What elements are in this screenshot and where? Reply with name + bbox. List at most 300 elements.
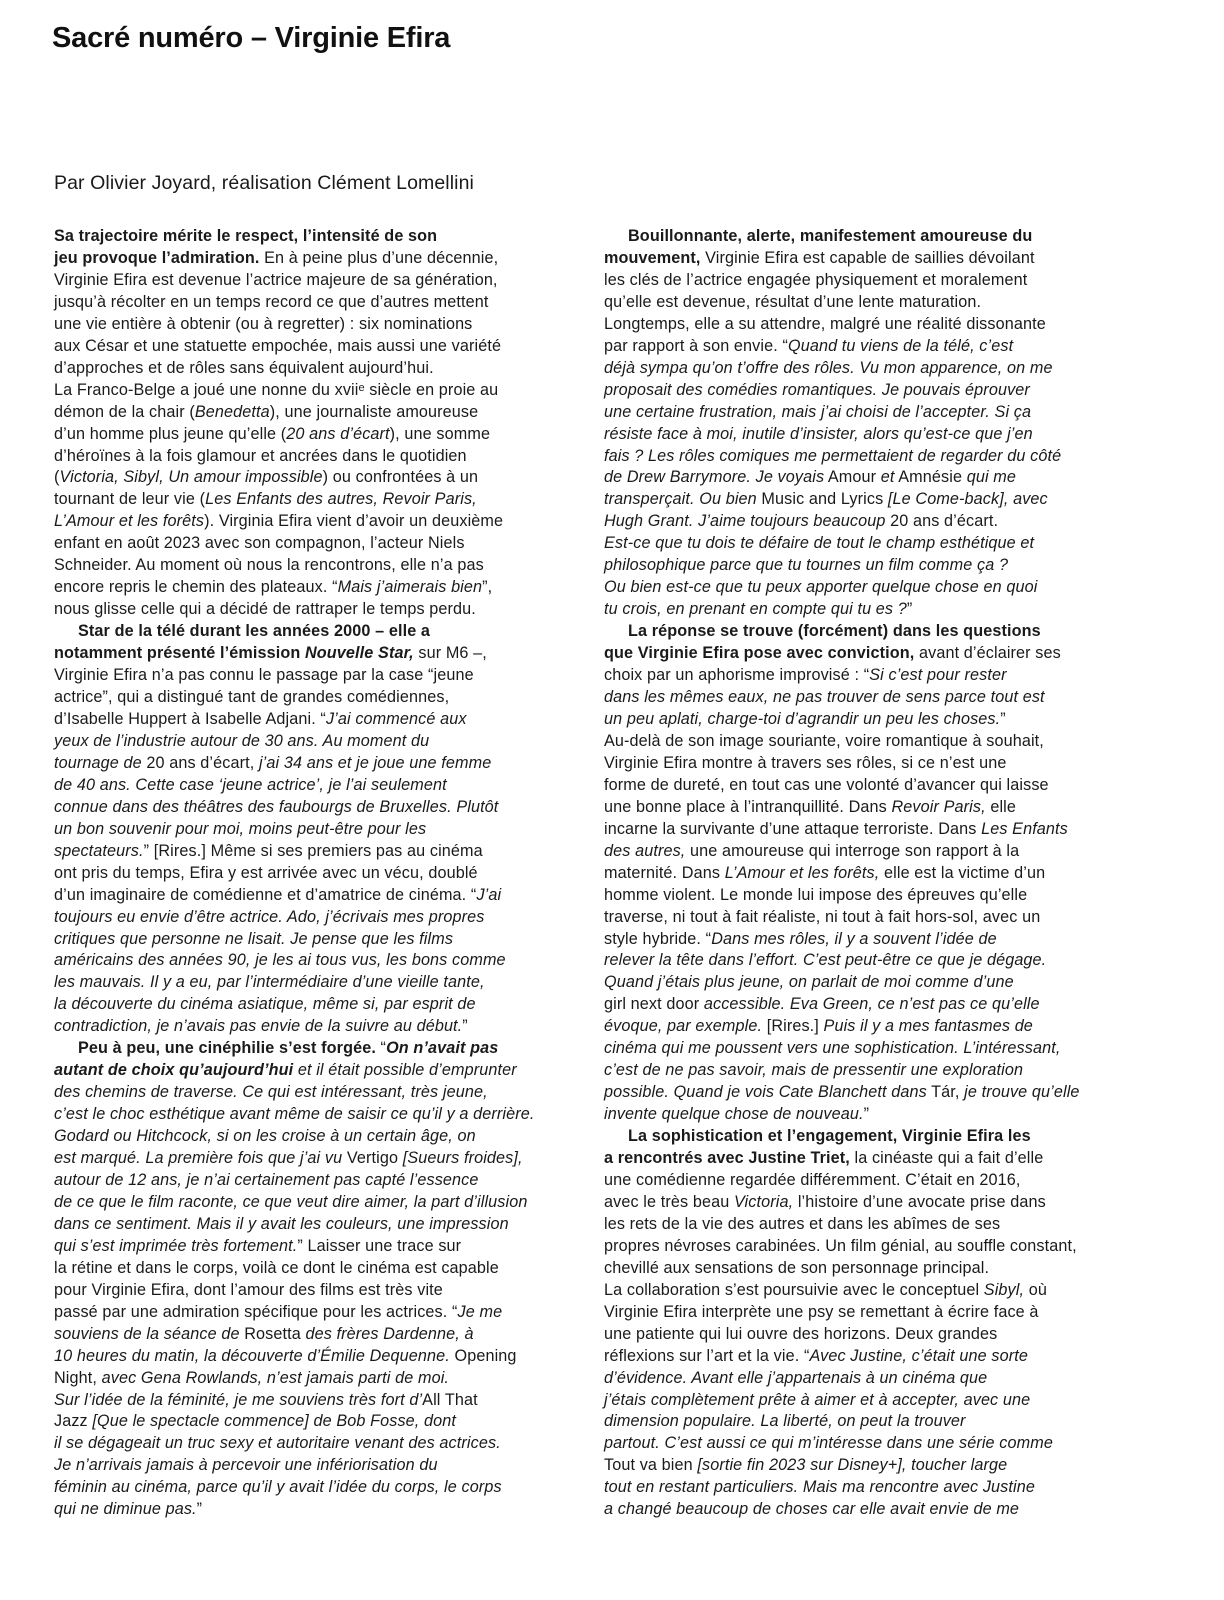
text-run: mouvement, bbox=[604, 248, 701, 267]
text-line bbox=[604, 1258, 1114, 1280]
text-line bbox=[54, 819, 564, 841]
text-line bbox=[604, 292, 1114, 314]
text-run: de 40 ans. Cette case ‘jeune actrice’, je l’ai seulement bbox=[54, 775, 447, 794]
text-run: L’Amour et les forêts bbox=[54, 512, 205, 531]
text-run: relever la tête dans l’effort. C’est peut-être ce que je dégage. bbox=[604, 951, 1047, 970]
text-line bbox=[54, 1433, 564, 1455]
text-run: Les Enfants bbox=[981, 819, 1068, 838]
text-run: Vertigo bbox=[342, 1149, 403, 1168]
text-run: j’ai 34 ans et je joue une femme bbox=[258, 753, 492, 772]
text-run: Amnésie bbox=[894, 468, 967, 487]
text-run: l’histoire d’une avocate prise dans bbox=[793, 1192, 1046, 1211]
text-line bbox=[604, 1411, 1114, 1433]
text-run: 20 ans d’écart. bbox=[885, 512, 999, 531]
text-run: La collaboration s’est poursuivie avec le conceptuel bbox=[604, 1280, 984, 1299]
text-line bbox=[54, 1258, 564, 1280]
text-line bbox=[54, 1302, 564, 1324]
text-run: invente quelque chose de nouveau. bbox=[604, 1105, 864, 1124]
text-run: Benedetta bbox=[194, 402, 270, 421]
text-run: des autres, bbox=[604, 841, 686, 860]
text-line bbox=[54, 1455, 564, 1477]
text-run: Music and Lyrics bbox=[756, 490, 888, 509]
text-line bbox=[54, 555, 564, 577]
text-run: girl next door bbox=[604, 995, 704, 1014]
text-run: Virginie Efira n’a pas connu le passage par la case “jeune bbox=[54, 666, 474, 685]
text-run: une comédienne regardée différemment. C’était en 2016, bbox=[604, 1170, 1021, 1189]
text-line bbox=[604, 1126, 1114, 1148]
text-line bbox=[604, 819, 1114, 841]
text-run: dans ce sentiment. Mais il y avait les couleurs, une impression bbox=[54, 1214, 509, 1233]
text-run: Virginie Efira est devenue l’actrice majeure de sa génération, bbox=[54, 270, 498, 289]
text-run: All That bbox=[422, 1390, 478, 1409]
text-line bbox=[604, 402, 1114, 424]
text-line bbox=[604, 248, 1114, 270]
text-line bbox=[54, 1368, 564, 1390]
text-line bbox=[604, 885, 1114, 907]
text-run: Rosetta bbox=[239, 1324, 306, 1343]
text-line bbox=[604, 1455, 1114, 1477]
text-line bbox=[604, 336, 1114, 358]
text-run: passé par une admiration spécifique pour les actrices. “ bbox=[54, 1302, 458, 1321]
text-run: je trouve qu’elle bbox=[964, 1083, 1080, 1102]
text-run: encore repris le chemin des plateaux. “ bbox=[54, 578, 338, 597]
text-run: style hybride. “ bbox=[604, 929, 712, 948]
article-title: Sacré numéro – Virginie Efira bbox=[52, 22, 451, 54]
text-run: Sa trajectoire mérite le respect, l’intensité de son bbox=[54, 227, 438, 245]
text-run: dans les mêmes eaux, ne pas trouver de sens parce tout est bbox=[604, 688, 1045, 707]
text-run: jeu provoque l’admiration. bbox=[54, 248, 260, 267]
text-run: connue dans des théâtres des faubourgs de Bruxelles. Plutôt bbox=[54, 797, 499, 816]
text-run: Sibyl, bbox=[983, 1280, 1025, 1299]
text-run: Je n’arrivais jamais à percevoir une infériorisation du bbox=[54, 1456, 438, 1475]
text-line bbox=[54, 336, 564, 358]
text-line bbox=[54, 775, 564, 797]
text-run: résiste face à moi, inutile d’insister, alors qu’est-ce que j’en bbox=[604, 424, 1033, 443]
text-line bbox=[604, 1038, 1114, 1060]
text-run: contradiction, je n’avais pas envie de la suivre au début. bbox=[54, 1017, 463, 1036]
text-line bbox=[604, 1082, 1114, 1104]
text-line bbox=[604, 1016, 1114, 1038]
text-line bbox=[54, 248, 564, 270]
text-run: Longtemps, elle a su attendre, malgré une réalité dissonante bbox=[604, 314, 1046, 333]
text-run: pour Virginie Efira, dont l’amour des films est très vite bbox=[54, 1280, 443, 1299]
text-run: ( bbox=[54, 468, 60, 487]
text-run: Avec Justine, c’était une sorte bbox=[809, 1346, 1028, 1365]
text-run: critiques que personne ne lisait. Je pense que les films bbox=[54, 929, 454, 948]
text-run: On n’avait pas bbox=[386, 1039, 499, 1058]
text-run: autant de choix qu’aujourd’hui bbox=[54, 1061, 294, 1080]
text-line bbox=[604, 599, 1114, 621]
text-run: d’héroïnes à la fois glamour et ancrées dans le quotidien bbox=[54, 446, 467, 465]
text-run: un bon souvenir pour moi, moins peut-être pour les bbox=[54, 819, 427, 838]
text-line bbox=[54, 1082, 564, 1104]
text-line bbox=[604, 1104, 1114, 1126]
text-run: où bbox=[1024, 1280, 1047, 1299]
text-run: qu’elle est devenue, résultat d’une lente maturation. bbox=[604, 292, 982, 311]
text-line bbox=[54, 489, 564, 511]
text-run: maternité. Dans bbox=[604, 863, 725, 882]
text-run: la cinéaste qui a fait d’elle bbox=[849, 1149, 1044, 1168]
text-run: [Sueurs froides], bbox=[402, 1149, 523, 1168]
text-line bbox=[54, 665, 564, 687]
text-run: elle est la victime d’un bbox=[879, 863, 1046, 882]
text-line bbox=[604, 731, 1114, 753]
text-run: Virginie Efira est capable de saillies dévoilant bbox=[700, 248, 1035, 267]
text-line bbox=[54, 1038, 564, 1060]
text-run: 10 heures du matin, la découverte d’Émilie Dequenne. bbox=[54, 1346, 450, 1365]
text-line bbox=[54, 687, 564, 709]
text-run: réflexions sur l’art et la vie. “ bbox=[604, 1346, 810, 1365]
text-run: ont pris du temps, Efira y est arrivée avec un vécu, doublé bbox=[54, 863, 478, 882]
text-run: démon de la chair ( bbox=[54, 402, 195, 421]
text-run: J’ai commencé aux bbox=[325, 709, 467, 728]
text-run: c’est le choc esthétique avant même de saisir ce qu’il y a derrière. bbox=[54, 1105, 535, 1124]
text-run: Tár, bbox=[926, 1083, 965, 1102]
text-run: tout en restant particuliers. Mais ma rencontre avec Justine bbox=[604, 1478, 1035, 1497]
text-run: ” bbox=[462, 1017, 468, 1036]
text-run: ), une journaliste amoureuse bbox=[269, 402, 479, 421]
text-run: spectateurs. bbox=[54, 841, 144, 860]
text-line bbox=[604, 1236, 1114, 1258]
text-run: ” bbox=[196, 1500, 203, 1519]
text-run: des chemins de traverse. Ce qui est intéressant, très jeune, bbox=[54, 1083, 488, 1102]
text-line bbox=[54, 994, 564, 1016]
text-run: incarne la survivante d’une attaque terroriste. Dans bbox=[604, 819, 982, 838]
text-run: jusqu’à récolter en un temps record ce que d’autres mettent bbox=[54, 292, 489, 311]
text-run: Godard ou Hitchcock, si on les croise à un certain âge, on bbox=[54, 1127, 476, 1146]
text-run: chevillé aux sensations de son personnage principal. bbox=[604, 1258, 990, 1277]
text-line bbox=[54, 1477, 564, 1499]
text-run: En à peine plus d’une décennie, bbox=[259, 248, 499, 267]
text-run: “ bbox=[375, 1039, 387, 1058]
text-line bbox=[54, 1192, 564, 1214]
text-run: ” bbox=[1000, 709, 1006, 728]
text-run: Au-delà de son image souriante, voire romantique à souhait, bbox=[604, 731, 1044, 750]
text-line bbox=[604, 1324, 1114, 1346]
text-line bbox=[54, 1236, 564, 1258]
text-line bbox=[604, 665, 1114, 687]
text-line bbox=[54, 1148, 564, 1170]
text-line bbox=[604, 797, 1114, 819]
text-run: des frères Dardenne, à bbox=[305, 1324, 474, 1343]
text-run: une vie entière à obtenir (ou à regretter) : six nominations bbox=[54, 314, 473, 333]
text-line bbox=[54, 380, 564, 402]
text-line bbox=[54, 1214, 564, 1236]
text-run: homme violent. Le monde lui impose des épreuves qu’elle bbox=[604, 885, 1028, 904]
text-line bbox=[54, 424, 564, 446]
text-run: autour de 12 ans, je n’ai certainement pas capté l’essence bbox=[54, 1170, 479, 1189]
text-run: ), une somme bbox=[389, 424, 491, 443]
text-line bbox=[604, 841, 1114, 863]
text-run: Victoria, Sibyl, Un amour impossible bbox=[59, 468, 323, 487]
text-run: une bonne place à l’intranquillité. Dans bbox=[604, 797, 892, 816]
text-run: dimension populaire. La liberté, on peut la trouver bbox=[604, 1412, 966, 1431]
text-run: propres névroses carabinées. Un film génial, au souffle constant, bbox=[604, 1236, 1077, 1255]
text-run: américains des années 90, je les ai tous vus, les bons comme bbox=[54, 951, 506, 970]
text-line bbox=[54, 1104, 564, 1126]
text-line bbox=[604, 533, 1114, 555]
text-run: cinéma qui me poussent vers une sophistication. L’intéressant, bbox=[604, 1039, 1061, 1058]
text-run: accessible. Eva Green, ce n’est pas ce qu’elle bbox=[703, 995, 1040, 1014]
text-run: Revoir Paris, bbox=[891, 797, 986, 816]
text-line bbox=[604, 380, 1114, 402]
text-line bbox=[54, 599, 564, 621]
text-line bbox=[54, 1411, 564, 1433]
text-line bbox=[54, 1060, 564, 1082]
text-run: tournage de bbox=[54, 753, 142, 772]
text-line bbox=[54, 797, 564, 819]
text-run: Bouillonnante, alerte, manifestement amoureuse du bbox=[628, 227, 1033, 245]
text-line bbox=[604, 687, 1114, 709]
text-line bbox=[54, 226, 564, 248]
text-run: avec le très beau bbox=[604, 1192, 734, 1211]
text-run: [sortie fin 2023 sur Disney+], toucher large bbox=[697, 1456, 1008, 1475]
text-run: a changé beaucoup de choses car elle avait envie de me bbox=[604, 1500, 1020, 1519]
text-run: La Franco-Belge a joué une nonne du xviiᵉ siècle en proie au bbox=[54, 380, 499, 399]
text-line bbox=[604, 1280, 1114, 1302]
text-run: [Rires.] bbox=[762, 1017, 824, 1036]
text-line bbox=[604, 863, 1114, 885]
text-run: fais ? Les rôles comiques me permettaient de regarder du côté bbox=[604, 446, 1062, 465]
text-line bbox=[54, 1499, 564, 1521]
text-line bbox=[604, 226, 1114, 248]
text-run: déjà sympa qu’on t’offre des rôles. Vu mon apparence, on me bbox=[604, 358, 1053, 377]
text-run: [Que le spectacle commence] de Bob Fosse, dont bbox=[92, 1412, 457, 1431]
text-line bbox=[604, 907, 1114, 929]
text-run: une patiente qui lui ouvre des horizons. Deux grandes bbox=[604, 1324, 998, 1343]
left-text-column bbox=[54, 226, 564, 1521]
text-run: une certaine frustration, mais j’ai choisi de l’accepter. Si ça bbox=[604, 402, 1032, 421]
text-run: il se dégageait un truc sexy et autoritaire venant des actrices. bbox=[54, 1434, 501, 1453]
text-run: forme de dureté, en tout cas une volonté d’avancer qui laisse bbox=[604, 775, 1049, 794]
text-line bbox=[604, 1368, 1114, 1390]
text-line bbox=[54, 270, 564, 292]
text-run: c’est de ne pas savoir, mais de pressentir une exploration bbox=[604, 1061, 1024, 1080]
text-line bbox=[54, 1390, 564, 1412]
text-run: que Virginie Efira pose avec conviction, bbox=[604, 644, 915, 663]
text-run: ” bbox=[863, 1105, 870, 1124]
text-run: [Le Come-back], avec bbox=[887, 490, 1048, 509]
text-run: Virginie Efira montre à travers ses rôles, si ce n’est une bbox=[604, 753, 1007, 772]
text-run: Star de la télé durant les années 2000 – elle a bbox=[78, 622, 431, 641]
text-run: yeux de l’industrie autour de 30 ans. Au moment du bbox=[54, 731, 430, 750]
text-line bbox=[604, 1477, 1114, 1499]
text-run: La réponse se trouve (forcément) dans les questions bbox=[628, 622, 1041, 641]
text-line bbox=[604, 1192, 1114, 1214]
text-run: qui me bbox=[966, 468, 1017, 487]
text-run: Est-ce que tu dois te défaire de tout le champ esthétique et bbox=[604, 534, 1035, 553]
text-line bbox=[604, 1433, 1114, 1455]
text-run: Tout va bien bbox=[604, 1456, 698, 1475]
text-line bbox=[54, 621, 564, 643]
text-line bbox=[604, 555, 1114, 577]
text-run: Amour bbox=[824, 468, 881, 487]
text-line bbox=[54, 950, 564, 972]
text-run: Victoria, bbox=[733, 1192, 794, 1211]
text-line bbox=[604, 489, 1114, 511]
text-run: ) ou confrontées à un bbox=[322, 468, 479, 487]
text-run: ” [Rires.] Même si ses premiers pas au cinéma bbox=[143, 841, 483, 860]
text-line bbox=[54, 577, 564, 599]
article-byline: Par Olivier Joyard, réalisation Clément Lomellini bbox=[54, 172, 474, 194]
text-line bbox=[604, 1346, 1114, 1368]
text-line bbox=[54, 1170, 564, 1192]
text-run: ). Virginia Efira vient d’avoir un deuxième bbox=[204, 512, 504, 531]
text-line bbox=[604, 577, 1114, 599]
text-run: et bbox=[880, 468, 895, 487]
text-run: Je me bbox=[457, 1302, 503, 1321]
text-run: La sophistication et l’engagement, Virginie Efira les bbox=[628, 1127, 1031, 1146]
text-run: Quand tu viens de la télé, c’est bbox=[787, 336, 1014, 355]
text-line bbox=[54, 972, 564, 994]
text-line bbox=[54, 863, 564, 885]
text-line bbox=[604, 314, 1114, 336]
text-line bbox=[54, 358, 564, 380]
text-line bbox=[604, 950, 1114, 972]
text-run: d’évidence. Avant elle j’appartenais à un cinéma que bbox=[604, 1368, 988, 1387]
text-line bbox=[54, 402, 564, 424]
text-run: traverse, ni tout à fait réaliste, ni tout à fait hors-sol, avec un bbox=[604, 907, 1041, 926]
text-run: tu crois, en prenant en compte qui tu es ? bbox=[604, 600, 907, 619]
text-run: proposait des comédies romantiques. Je pouvais éprouver bbox=[604, 380, 1030, 399]
text-line bbox=[604, 1170, 1114, 1192]
text-run: d’un imaginaire de comédienne et d’amatrice de cinéma. “ bbox=[54, 885, 477, 904]
text-line bbox=[54, 929, 564, 951]
text-line bbox=[54, 1280, 564, 1302]
text-line bbox=[604, 1060, 1114, 1082]
text-run: tournant de leur vie ( bbox=[54, 490, 206, 509]
text-line bbox=[604, 972, 1114, 994]
text-run: par rapport à son envie. “ bbox=[604, 336, 788, 355]
text-run: Schneider. Au moment où nous la rencontrons, elle n’a pas bbox=[54, 556, 484, 575]
text-line bbox=[604, 424, 1114, 446]
right-text-column bbox=[604, 226, 1114, 1521]
text-line bbox=[604, 621, 1114, 643]
text-line bbox=[604, 1302, 1114, 1324]
text-run: j’étais complètement prête à aimer et à accepter, avec une bbox=[604, 1390, 1031, 1409]
text-line bbox=[54, 1016, 564, 1038]
text-run: aux César et une statuette empochée, mais aussi une variété bbox=[54, 336, 502, 355]
text-run: Si c’est pour rester bbox=[869, 666, 1007, 685]
text-run: L’Amour et les forêts, bbox=[724, 863, 880, 882]
text-line bbox=[54, 841, 564, 863]
text-run: nous glisse celle qui a décidé de rattraper le temps perdu. bbox=[54, 600, 476, 619]
text-run: la découverte du cinéma asiatique, même si, par esprit de bbox=[54, 995, 476, 1014]
text-run: enfant en août 2023 avec son compagnon, l’acteur Niels bbox=[54, 534, 465, 553]
text-run: Sur l’idée de la féminité, je me souviens très fort d’ bbox=[54, 1390, 423, 1409]
text-line bbox=[54, 709, 564, 731]
text-run: actrice”, qui a distingué tant de grandes comédiennes, bbox=[54, 688, 450, 707]
text-run: notamment présenté l’émission bbox=[54, 644, 305, 663]
text-line bbox=[54, 885, 564, 907]
text-line bbox=[54, 314, 564, 336]
text-run: ” Laisser une trace sur bbox=[297, 1236, 462, 1255]
text-line bbox=[604, 1499, 1114, 1521]
text-line bbox=[604, 929, 1114, 951]
text-line bbox=[604, 753, 1114, 775]
text-line bbox=[54, 292, 564, 314]
text-line bbox=[604, 643, 1114, 665]
text-line bbox=[604, 446, 1114, 468]
text-run: Night, bbox=[54, 1368, 102, 1387]
text-run: Les Enfants des autres, Revoir Paris, bbox=[205, 490, 477, 509]
text-line bbox=[604, 270, 1114, 292]
text-run: évoque, par exemple. bbox=[604, 1017, 763, 1036]
text-run: de ce que le film raconte, ce que veut dire aimer, la part d’illusion bbox=[54, 1192, 528, 1211]
text-line bbox=[54, 1126, 564, 1148]
text-run: philosophique parce que tu tournes un film comme ça ? bbox=[604, 556, 1009, 575]
text-run: choix par un aphorisme improvisé : “ bbox=[604, 666, 870, 685]
text-run: possible. Quand je vois Cate Blanchett dans bbox=[604, 1083, 927, 1102]
text-line bbox=[604, 1214, 1114, 1236]
text-run: d’approches et de rôles sans équivalent aujourd’hui. bbox=[54, 358, 434, 377]
text-run: la rétine et dans le corps, voilà ce dont le cinéma est capable bbox=[54, 1258, 499, 1277]
text-run: Virginie Efira interprète une psy se remettant à écrire face à bbox=[604, 1302, 1039, 1321]
text-run: Opening bbox=[449, 1346, 517, 1365]
text-run: Mais j’aimerais bien bbox=[337, 578, 483, 597]
text-line bbox=[54, 753, 564, 775]
text-run: féminin au cinéma, parce qu’il y avait l’idée du corps, le corps bbox=[54, 1478, 502, 1497]
text-run: et il était possible d’emprunter bbox=[293, 1061, 517, 1080]
text-run: elle bbox=[985, 797, 1017, 816]
text-run: les clés de l’actrice engagée physiquement et moralement bbox=[604, 270, 1028, 289]
text-run: ” bbox=[906, 600, 913, 619]
text-line bbox=[604, 1390, 1114, 1412]
text-line bbox=[604, 709, 1114, 731]
text-run: Nouvelle Star, bbox=[304, 644, 414, 663]
text-run: les mauvais. Il y a eu, par l’intermédiaire d’une vieille tante, bbox=[54, 973, 485, 992]
text-run: est marqué. La première fois que j’ai vu bbox=[54, 1149, 343, 1168]
text-line bbox=[604, 1148, 1114, 1170]
text-line bbox=[604, 358, 1114, 380]
text-run: une amoureuse qui interroge son rapport à la bbox=[685, 841, 1020, 860]
text-run: Jazz bbox=[54, 1412, 93, 1431]
text-run: 20 ans d’écart bbox=[286, 424, 390, 443]
text-run: toujours eu envie d’être actrice. Ado, j’écrivais mes propres bbox=[54, 907, 485, 926]
text-run: souviens de la séance de bbox=[54, 1324, 240, 1343]
text-line bbox=[54, 1346, 564, 1368]
text-run: partout. C’est aussi ce qui m’intéresse dans une série comme bbox=[604, 1434, 1053, 1453]
text-line bbox=[604, 511, 1114, 533]
text-run: les rets de la vie des autres et dans les abîmes de ses bbox=[604, 1214, 1001, 1233]
text-run: Quand j’étais plus jeune, on parlait de moi comme d’une bbox=[604, 973, 1014, 992]
text-run: Ou bien est-ce que tu peux apporter quelque chose en quoi bbox=[604, 578, 1038, 597]
text-run: Peu à peu, une cinéphilie s’est forgée. bbox=[78, 1039, 376, 1058]
text-run: qui ne diminue pas. bbox=[54, 1500, 197, 1519]
text-line bbox=[54, 467, 564, 489]
text-run: transperçait. Ou bien bbox=[604, 490, 757, 509]
text-run: avant d’éclairer ses bbox=[914, 644, 1061, 663]
text-line bbox=[54, 446, 564, 468]
text-line bbox=[604, 775, 1114, 797]
text-run: Puis il y a mes fantasmes de bbox=[823, 1017, 1033, 1036]
text-run: un peu aplati, charge-toi d’agrandir un peu les choses. bbox=[604, 709, 1001, 728]
text-line bbox=[54, 907, 564, 929]
text-run: Hugh Grant. J’aime toujours beaucoup bbox=[604, 512, 886, 531]
text-run: sur M6 –, bbox=[413, 644, 487, 663]
text-run: J’ai bbox=[476, 885, 502, 904]
text-run: d’un homme plus jeune qu’elle ( bbox=[54, 424, 287, 443]
text-run: a rencontrés avec Justine Triet, bbox=[604, 1149, 850, 1168]
text-line bbox=[54, 1324, 564, 1346]
text-line bbox=[604, 467, 1114, 489]
text-run: ”, bbox=[482, 578, 493, 597]
text-line bbox=[54, 533, 564, 555]
text-run: 20 ans d’écart, bbox=[141, 753, 259, 772]
text-line bbox=[54, 731, 564, 753]
text-line bbox=[54, 511, 564, 533]
text-line bbox=[54, 643, 564, 665]
